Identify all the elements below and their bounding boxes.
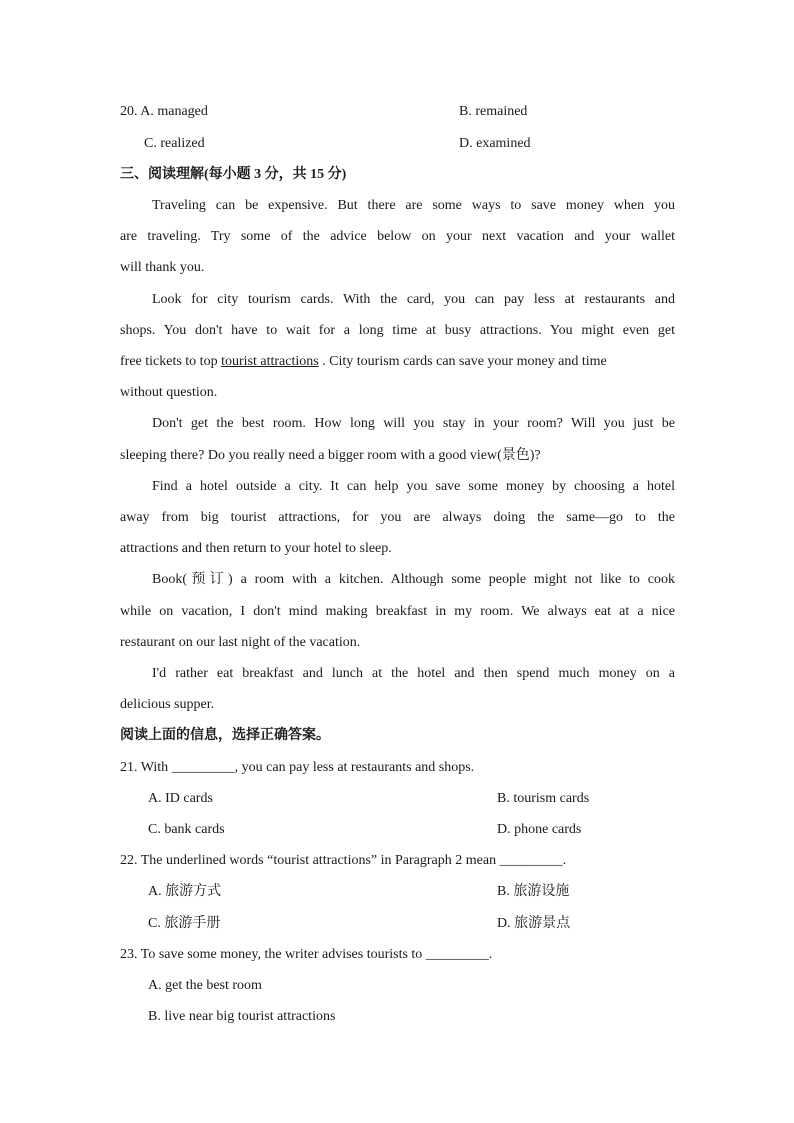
q22-option-d: D. 旅游景点 xyxy=(497,916,571,931)
q23-option-b: B. live near big tourist attractions xyxy=(148,1009,336,1024)
q21-stem: 21. With _________, you can pay less at restaurants and shops. xyxy=(120,760,475,775)
passage-text: . City tourism cards can save your money and time xyxy=(322,354,607,369)
q21-option-a: A. ID cards xyxy=(148,791,213,806)
passage-line: shops. You don't have to wait for a long time at busy attractions. You might even get xyxy=(120,323,675,338)
passage-line: Book(预订) a room with a kitchen. Although some people might not like to cook xyxy=(152,572,675,587)
passage-line: Find a hotel outside a city. It can help you save some money by choosing a hotel xyxy=(152,479,675,494)
instruction: 阅读上面的信息，选择正确答案。 xyxy=(120,728,330,743)
q22-stem: 22. The underlined words “tourist attractions” in Paragraph 2 mean _________. xyxy=(120,853,567,868)
q21-option-b: B. tourism cards xyxy=(497,791,590,806)
passage-line: Don't get the best room. How long will you stay in your room? Will you just be xyxy=(152,416,675,431)
q22-option-c: C. 旅游手册 xyxy=(148,916,221,931)
passage-line: Traveling can be expensive. But there are some ways to save money when you xyxy=(152,198,675,213)
passage-line: without question. xyxy=(120,385,218,400)
q20-option-d: D. examined xyxy=(459,136,531,151)
section-title: 三、阅读理解(每小题 3 分，共 15 分) xyxy=(120,167,347,182)
passage-line: restaurant on our last night of the vacation. xyxy=(120,635,361,650)
q20-option-b: B. remained xyxy=(459,104,528,119)
passage-line: away from big tourist attractions, for you are always doing the same—go to the xyxy=(120,510,675,525)
q22-option-b: B. 旅游设施 xyxy=(497,884,570,899)
passage-line: are traveling. Try some of the advice below on your next vacation and your wallet xyxy=(120,229,675,244)
underlined-phrase: tourist attractions xyxy=(221,354,319,369)
passage-line: attractions and then return to your hotel to sleep. xyxy=(120,541,392,556)
passage-line-underlined xyxy=(120,352,675,372)
passage-line: delicious supper. xyxy=(120,697,215,712)
q23-stem: 23. To save some money, the writer advises tourists to _________. xyxy=(120,947,493,962)
passage-line: Look for city tourism cards. With the card, you can pay less at restaurants and xyxy=(152,292,675,307)
passage-line: sleeping there? Do you really need a bigger room with a good view(景色)? xyxy=(120,448,541,463)
q22-option-a: A. 旅游方式 xyxy=(148,884,222,899)
passage-line: will thank you. xyxy=(120,260,205,275)
passage-line: while on vacation, I don't mind making breakfast in my room. We always eat at a nice xyxy=(120,604,675,619)
passage-text: free tickets to top xyxy=(120,354,218,369)
q20-option-a: 20. A. managed xyxy=(120,104,208,119)
q21-option-d: D. phone cards xyxy=(497,822,582,837)
q20-option-c: C. realized xyxy=(144,136,205,151)
passage-line: I'd rather eat breakfast and lunch at the hotel and then spend much money on a xyxy=(152,666,675,681)
q23-option-a: A. get the best room xyxy=(148,978,262,993)
q21-option-c: C. bank cards xyxy=(148,822,225,837)
